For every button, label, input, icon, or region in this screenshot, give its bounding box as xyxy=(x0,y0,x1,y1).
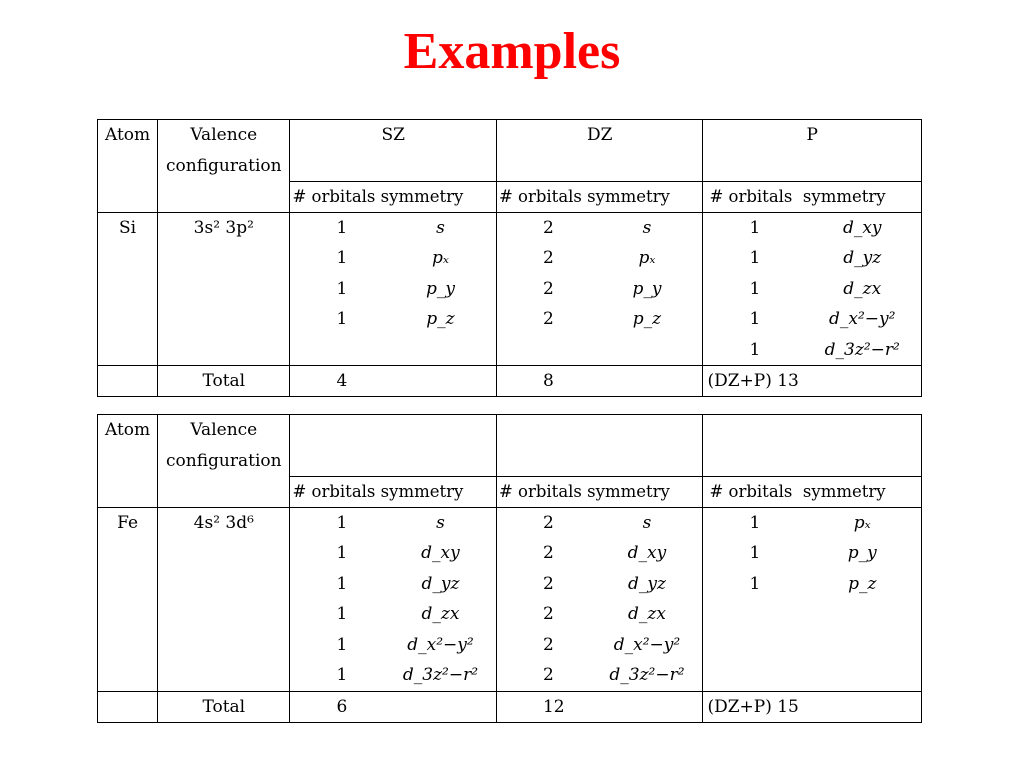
orbital-count: 1 xyxy=(336,217,348,238)
atom-cell: Fe xyxy=(98,507,158,691)
orbital-symmetry: p_z xyxy=(632,309,662,329)
orbital-count: 1 xyxy=(336,309,348,329)
orbital-symmetry: pₓ xyxy=(853,512,871,533)
orbital-symmetry-column xyxy=(591,508,702,691)
orbital-symmetry: p_y xyxy=(847,543,877,563)
valence-cell: 3s² 3p² xyxy=(158,212,290,366)
orbital-symmetry: pₓ xyxy=(431,248,449,268)
total-label: Total xyxy=(158,691,290,722)
orbital-count: 2 xyxy=(542,512,554,533)
orbital-count: 1 xyxy=(336,634,348,655)
orbital-symmetry: pₓ xyxy=(638,248,656,268)
dz-block xyxy=(496,212,703,366)
si-orbital-table xyxy=(97,119,922,397)
orbital-count-column xyxy=(290,508,385,691)
orbital-symmetry: d_yz xyxy=(421,573,460,594)
dz-subheader: # orbitals symmetry xyxy=(496,181,703,212)
atom-header: Atom xyxy=(98,120,158,182)
orbital-count: 1 xyxy=(749,278,761,299)
p-subheader: # orbitals symmetry xyxy=(703,181,922,212)
orbital-count: 2 xyxy=(542,604,554,624)
orbital-symmetry: d_yz xyxy=(843,248,882,268)
dz-header: DZ xyxy=(496,120,703,182)
orbital-symmetry: s xyxy=(436,512,445,533)
orbital-count: 1 xyxy=(749,248,761,268)
atom-header: Atom xyxy=(98,415,158,477)
valence-header: Valence configuration xyxy=(158,120,290,182)
orbital-count: 2 xyxy=(542,665,554,685)
orbital-count-column xyxy=(497,213,592,366)
orbital-count: 2 xyxy=(542,543,554,563)
atom-cell: Si xyxy=(98,212,158,366)
orbital-symmetry: d_zx xyxy=(843,278,882,299)
orbital-symmetry: d_yz xyxy=(627,573,666,594)
orbital-count: 1 xyxy=(749,339,761,360)
valence-cell: 4s² 3d⁶ xyxy=(158,507,290,691)
dz-total: 8 xyxy=(496,366,703,397)
orbital-count: 1 xyxy=(749,512,761,533)
orbital-count: 1 xyxy=(749,217,761,238)
slide-title: Examples xyxy=(403,23,621,80)
sz-block xyxy=(290,507,497,691)
orbital-symmetry: d_zx xyxy=(421,604,460,624)
orbital-count-column xyxy=(703,508,803,691)
orbital-count-column xyxy=(497,508,592,691)
fe-orbital-table xyxy=(97,414,922,723)
orbital-symmetry: s xyxy=(642,217,652,238)
p-subheader: # orbitals symmetry xyxy=(703,476,922,507)
orbital-symmetry: s xyxy=(436,217,445,238)
orbital-count: 1 xyxy=(336,512,348,533)
orbital-symmetry-column xyxy=(804,213,921,366)
orbital-count: 2 xyxy=(542,309,554,329)
orbital-symmetry: d_3z²−r² xyxy=(402,665,479,685)
sz-subheader: # orbitals symmetry xyxy=(290,181,497,212)
dz-subheader: # orbitals symmetry xyxy=(496,476,703,507)
orbital-symmetry: s xyxy=(642,512,652,533)
orbital-count: 1 xyxy=(749,309,761,329)
orbital-count: 1 xyxy=(336,248,348,268)
orbital-symmetry: d_x²−y² xyxy=(613,634,681,655)
p-total: (DZ+P) 15 xyxy=(703,691,922,722)
orbital-count: 2 xyxy=(542,573,554,594)
orbital-symmetry-column xyxy=(385,508,496,691)
orbital-symmetry: p_z xyxy=(426,309,455,329)
orbital-count: 2 xyxy=(542,634,554,655)
sz-total: 4 xyxy=(290,366,497,397)
orbital-count-column xyxy=(290,213,385,366)
sz-total: 6 xyxy=(290,691,497,722)
orbital-count: 1 xyxy=(336,604,348,624)
orbital-symmetry-column xyxy=(804,508,921,691)
orbital-symmetry: d_x²−y² xyxy=(829,309,896,329)
p-header: P xyxy=(703,120,922,182)
total-label: Total xyxy=(158,366,290,397)
orbital-count: 2 xyxy=(542,217,554,238)
orbital-count: 1 xyxy=(336,573,348,594)
sz-header xyxy=(290,415,497,477)
p-header xyxy=(703,415,922,477)
orbital-count: 1 xyxy=(336,278,348,299)
orbital-count: 1 xyxy=(749,543,761,563)
sz-subheader: # orbitals symmetry xyxy=(290,476,497,507)
p-block xyxy=(703,212,922,366)
orbital-symmetry-column xyxy=(385,213,496,366)
valence-header: Valence configuration xyxy=(158,415,290,477)
dz-header xyxy=(496,415,703,477)
orbital-symmetry: d_zx xyxy=(627,604,666,624)
orbital-count: 1 xyxy=(749,573,761,594)
orbital-count: 1 xyxy=(336,543,348,563)
orbital-symmetry-column xyxy=(591,213,702,366)
orbital-symmetry: d_xy xyxy=(842,217,882,238)
dz-total: 12 xyxy=(496,691,703,722)
orbital-symmetry: p_y xyxy=(632,278,662,299)
p-total: (DZ+P) 13 xyxy=(703,366,922,397)
orbital-count-column xyxy=(703,213,803,366)
orbital-symmetry: p_z xyxy=(848,573,877,594)
p-block xyxy=(703,507,922,691)
sz-header: SZ xyxy=(290,120,497,182)
orbital-symmetry: p_y xyxy=(425,278,455,299)
orbital-count: 2 xyxy=(542,248,554,268)
orbital-count: 2 xyxy=(542,278,554,299)
orbital-symmetry: d_3z²−r² xyxy=(609,665,685,685)
sz-block xyxy=(290,212,497,366)
orbital-symmetry: d_xy xyxy=(421,543,460,563)
dz-block xyxy=(496,507,703,691)
orbital-symmetry: d_x²−y² xyxy=(407,634,474,655)
orbital-symmetry: d_3z²−r² xyxy=(824,339,900,360)
orbital-symmetry: d_xy xyxy=(627,543,667,563)
orbital-count: 1 xyxy=(336,665,348,685)
